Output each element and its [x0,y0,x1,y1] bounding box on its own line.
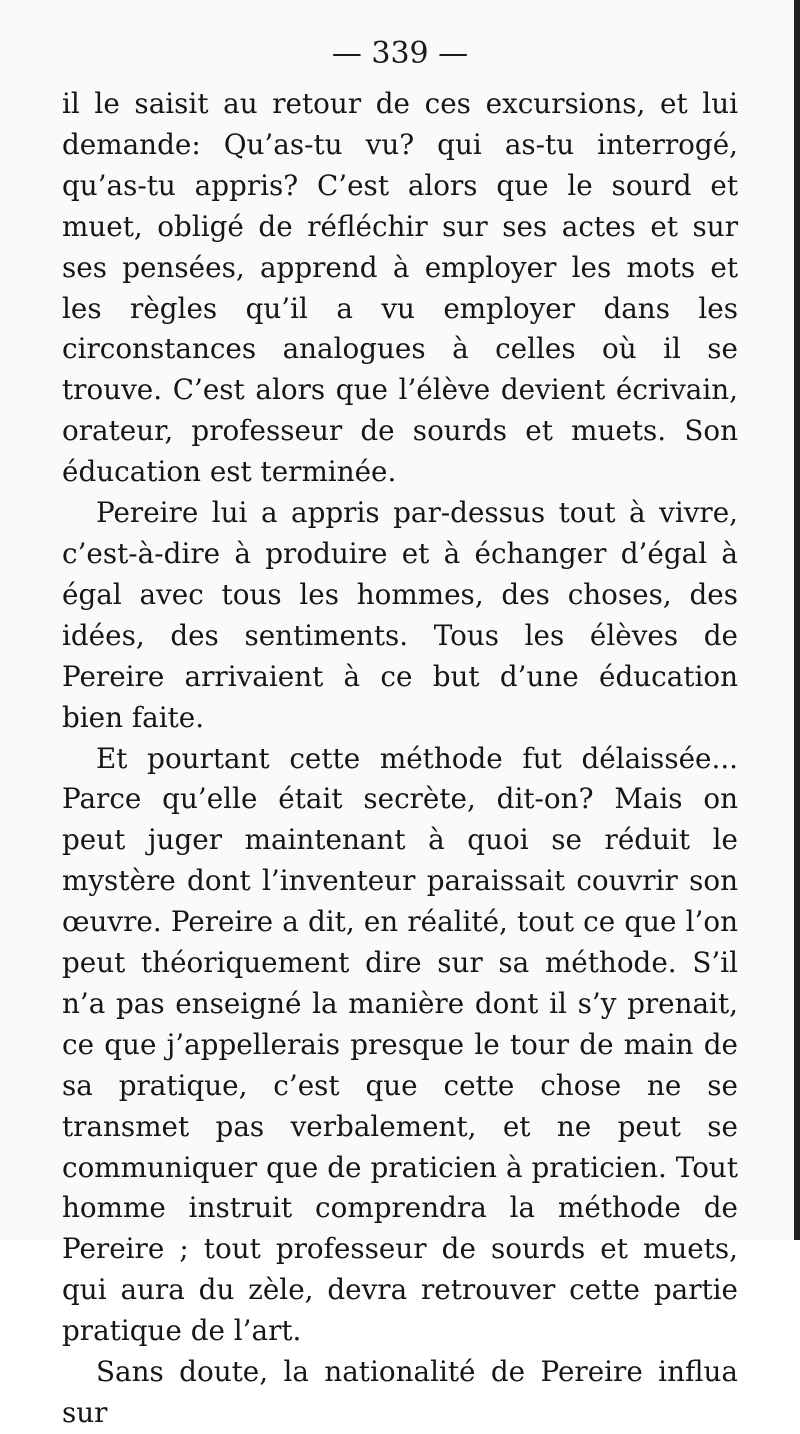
page-number: — 339 — [331,36,469,71]
paragraph-1: il le saisit au retour de ces excursions, et lui demande: Qu’as-tu vu? qui as-tu interrogé, qu’as-tu appris? C’est alors que le sourd et muet, obligé de réfléchir sur ses actes et sur ses pensées, apprend à employer les mots et les règles qu’il a vu employer dans les circonstances analogues à celles où il se trouve. C’est alors que l’élève devient écrivain, orateur, professeur de sourds et muets. Son éducation est terminée. [62,87,738,489]
page-edge-shadow [794,0,800,1240]
paragraph-3: Et pourtant cette méthode fut délaissée... Parce qu’elle était secrète, dit-on? Mais on peut juger maintenant à quoi se réduit le mystère dont l’inventeur paraissait couvrir son œuvre. Pereire a dit, en réalité, tout ce que l’on peut théoriquement dire sur sa méthode. S’il n’a pas enseigné la manière dont il s’y prenait, ce que j’appellerais presque le tour de main de sa pratique, c’est que cette chose ne se transmet pas verbalement, et ne peut se communiquer que de praticien à praticien. Tout homme instruit comprendra la méthode de Pereire ; tout professeur de sourds et muets, qui aura du zèle, devra retrouver cette partie pratique de l’art. [62,741,738,1348]
paragraph-2: Pereire lui a appris par-dessus tout à vivre, c’est-à-dire à produire et à échanger d’égal à égal avec tous les hommes, des choses, des idées, des sentiments. Tous les élèves de Pereire arrivaient à ce but d’une éducation bien faite. [62,496,738,734]
body-text [62,84,738,1434]
paragraph-4: Sans doute, la nationalité de Pereire influa sur [62,1355,738,1429]
